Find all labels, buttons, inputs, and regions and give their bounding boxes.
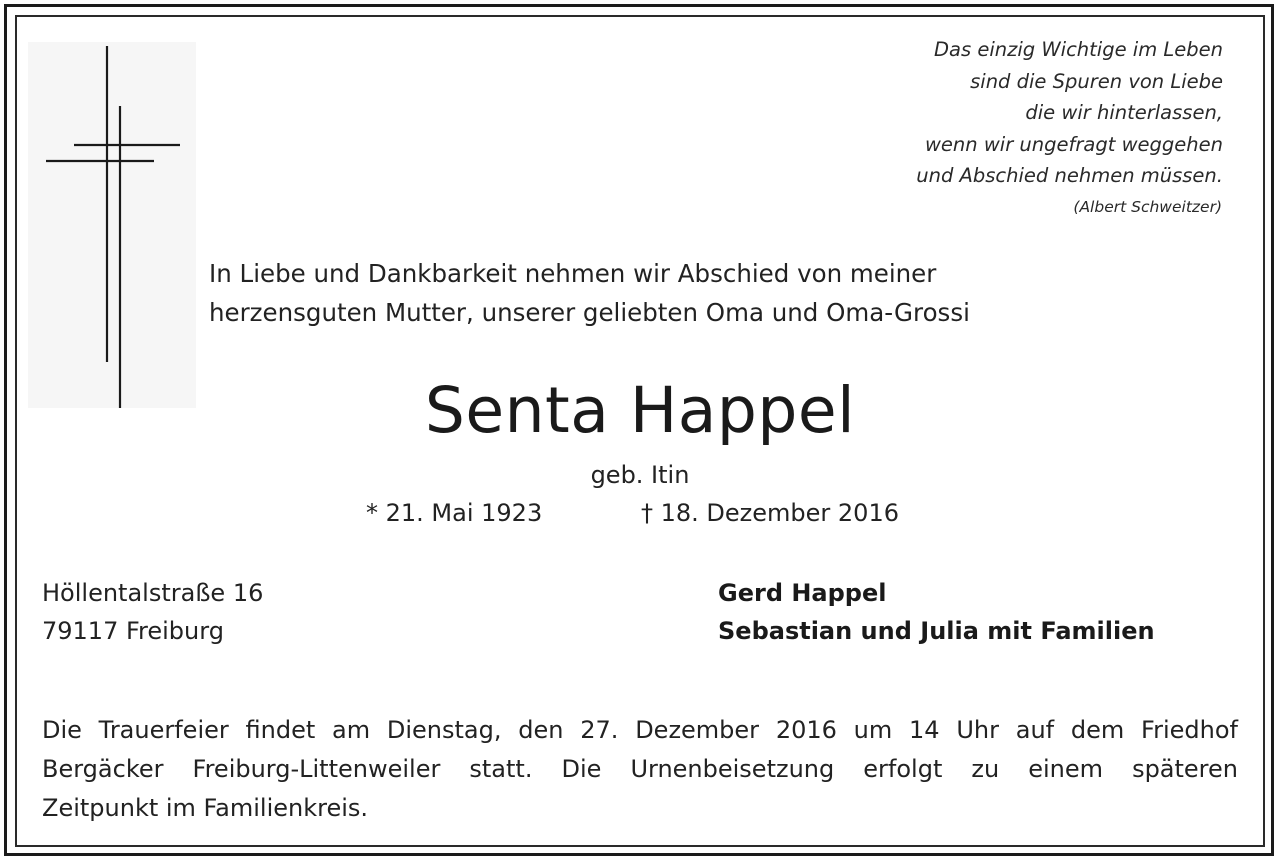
address-street: Höllentalstraße 16 xyxy=(42,579,264,607)
quote-line: die wir hinterlassen, xyxy=(1025,101,1223,124)
birth-date: * 21. Mai 1923 xyxy=(366,499,543,527)
maiden-name: geb. Itin xyxy=(590,461,690,489)
quote-line: wenn wir ungefragt weggehen xyxy=(924,132,1223,156)
ceremony-notice xyxy=(42,711,1238,828)
quote-author: (Albert Schweitzer) xyxy=(1073,198,1222,216)
death-date: † 18. Dezember 2016 xyxy=(641,499,899,527)
quote-line: Das einzig Wichtige im Leben xyxy=(934,38,1223,61)
family-line: Gerd Happel xyxy=(718,579,887,607)
intro-text xyxy=(209,254,970,332)
family-signatures xyxy=(718,574,1155,650)
ceremony-line: Bergäcker Freiburg-Littenweiler statt. Die Urnenbeisetzung erfolgt zu einem späteren xyxy=(42,755,1238,783)
cross-panel xyxy=(28,42,196,408)
address-block xyxy=(42,574,263,650)
quote xyxy=(916,34,1223,192)
quote-line: und Abschied nehmen müssen. xyxy=(916,164,1223,187)
address-city: 79117 Freiburg xyxy=(42,617,224,645)
intro-line: In Liebe und Dankbarkeit nehmen wir Abschied von meiner xyxy=(209,259,937,288)
intro-line: herzensguten Mutter, unserer geliebten Oma und Oma-Grossi xyxy=(209,298,970,327)
ceremony-line: Die Trauerfeier findet am Dienstag, den 27. Dezember 2016 um 14 Uhr auf dem Friedhof xyxy=(42,716,1238,744)
ceremony-line: Zeitpunkt im Familienkreis. xyxy=(42,794,369,822)
quote-line: sind die Spuren von Liebe xyxy=(970,69,1223,93)
double-cross-icon xyxy=(28,42,196,408)
family-line: Sebastian und Julia mit Familien xyxy=(718,617,1155,645)
deceased-name: Senta Happel xyxy=(424,374,856,447)
